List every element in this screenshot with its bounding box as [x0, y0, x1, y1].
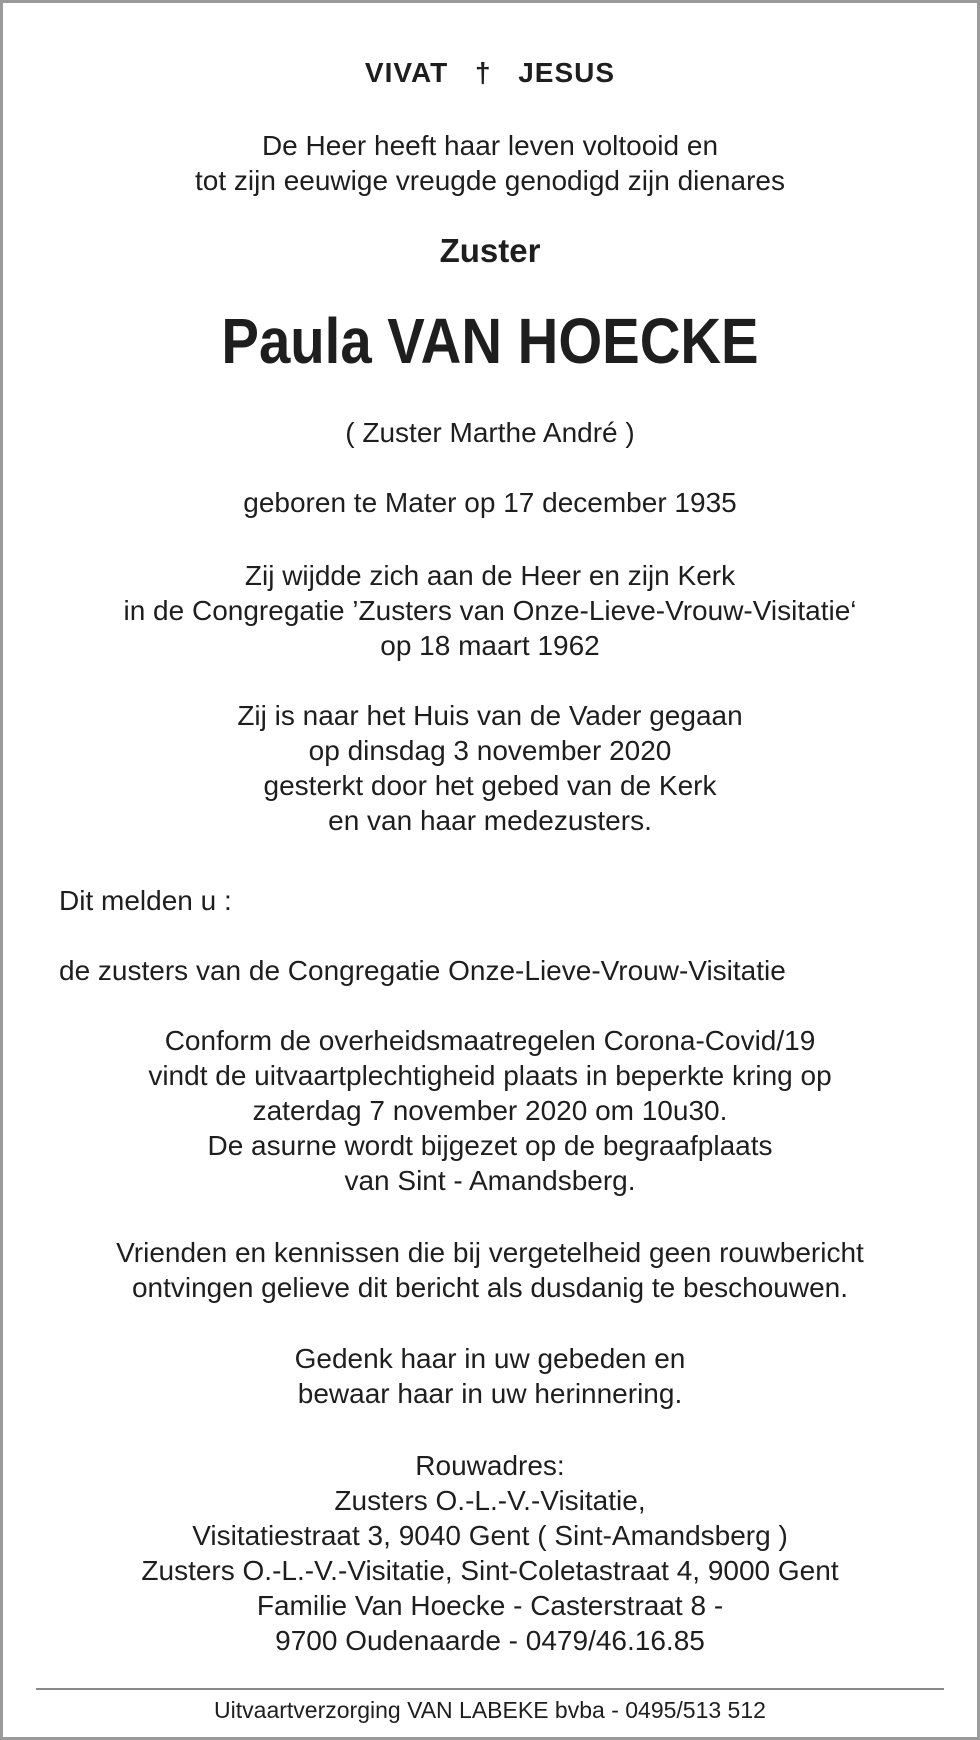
ceremony-line: Conform de overheidsmaatregelen Corona-Covid/19: [164, 1025, 816, 1056]
header: [3, 55, 977, 90]
announcers: de zusters van de Congregatie Onze-Lieve-Vrouw-Visitatie: [59, 955, 786, 986]
ceremony-line: vindt de uitvaartplechtigheid plaats in beperkte kring op: [148, 1060, 832, 1091]
address-line: Zusters O.-L.-V.-Visitatie, Sint-Coletastraat 4, 9000 Gent: [141, 1555, 839, 1586]
death-line: gesterkt door het gebed van de Kerk: [263, 770, 717, 801]
deceased-name: Paula VAN HOECKE: [221, 305, 759, 377]
footer-undertaker: Uitvaartverzorging VAN LABEKE bvba - 0495/513 512: [214, 1697, 766, 1723]
footer-divider: [36, 1688, 944, 1690]
remember-line: bewaar haar in uw herinnering.: [297, 1378, 683, 1409]
intro-line: De Heer heeft haar leven voltooid en: [261, 130, 719, 161]
death-line: op dinsdag 3 november 2020: [308, 735, 672, 766]
header-vivat: VIVAT: [364, 57, 449, 88]
remember-line: Gedenk haar in uw gebeden en: [294, 1343, 686, 1374]
address-line: Familie Van Hoecke - Casterstraat 8 -: [256, 1590, 724, 1621]
address-line: 9700 Oudenaarde - 0479/46.16.85: [275, 1625, 705, 1656]
notice-line: ontvingen gelieve dit bericht als dusdanig te beschouwen.: [131, 1272, 849, 1303]
intro-line: tot zijn eeuwige vreugde genodigd zijn dienares: [195, 165, 785, 196]
vows-line: in de Congregatie ’Zusters van Onze-Lieve-Vrouw-Visitatie‘: [123, 595, 857, 626]
ceremony-line: zaterdag 7 november 2020 om 10u30.: [252, 1095, 728, 1126]
title: Zuster: [439, 232, 541, 269]
vows-line: op 18 maart 1962: [380, 630, 600, 661]
notice-line: Vrienden en kennissen die bij vergetelheid geen rouwbericht: [116, 1237, 864, 1268]
ceremony-line: De asurne wordt bijgezet op de begraafplaats: [207, 1130, 773, 1161]
address-line: Visitatiestraat 3, 9040 Gent ( Sint-Amandsberg ): [192, 1520, 788, 1551]
death-line: en van haar medezusters.: [328, 805, 652, 836]
announce-label: Dit melden u :: [59, 885, 232, 916]
header-jesus: JESUS: [518, 57, 616, 88]
ceremony-line: van Sint - Amandsberg.: [344, 1165, 636, 1196]
cross-icon: †: [474, 57, 492, 88]
address-line: Zusters O.-L.-V.-Visitatie,: [334, 1485, 646, 1516]
vows-line: Zij wijdde zich aan de Heer en zijn Kerk: [244, 560, 736, 591]
death-line: Zij is naar het Huis van de Vader gegaan: [237, 700, 743, 731]
birth-info: geboren te Mater op 17 december 1935: [243, 487, 737, 518]
address-label: Rouwadres:: [415, 1450, 565, 1481]
religious-name: ( Zuster Marthe André ): [345, 417, 635, 448]
